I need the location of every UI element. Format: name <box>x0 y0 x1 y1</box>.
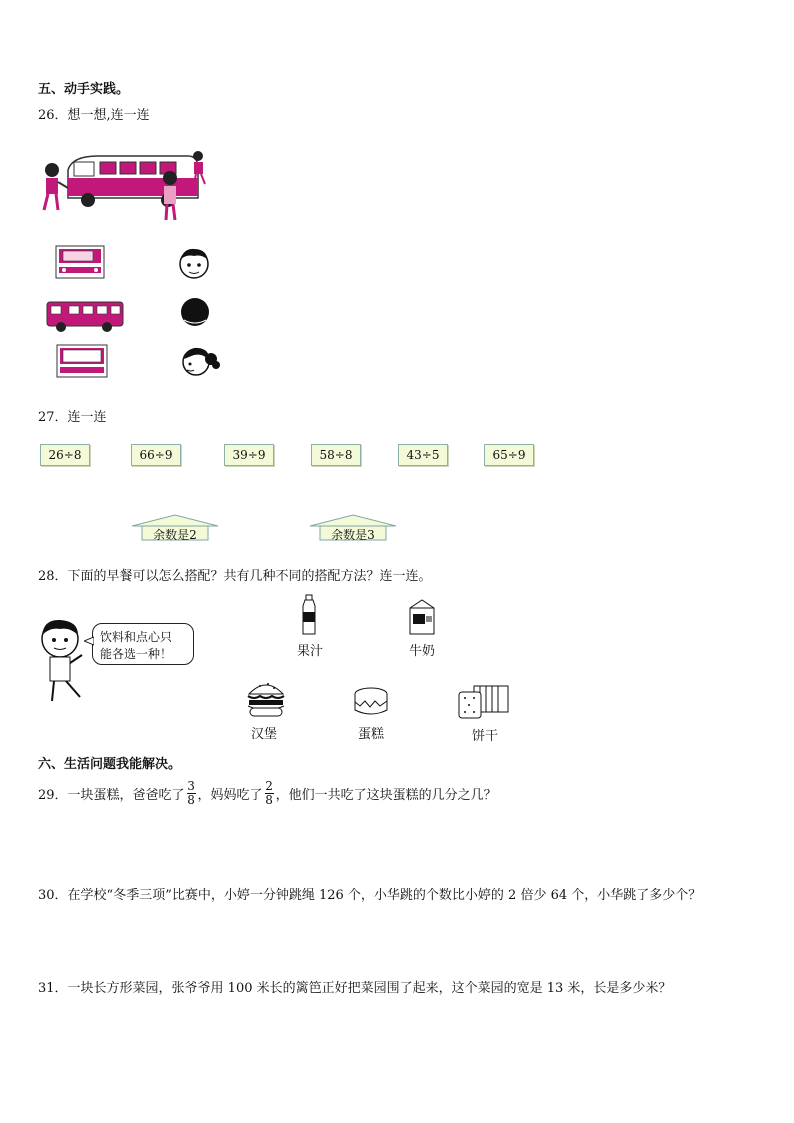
section-title-6: 六、生活问题我能解决。 <box>38 757 182 772</box>
drink-label-juice: 果汁 <box>297 644 324 659</box>
expression-box: 43÷5 <box>398 444 448 466</box>
bus-with-children-icon <box>38 148 213 228</box>
question-31: 31．一块长方形菜园，张爷爷用 100 米长的篱笆正好把菜园围了起来，这个菜园的宽是 13 米，长是多少米？ <box>38 981 672 996</box>
bus-back-icon <box>56 344 108 378</box>
question-29-suffix: ，他们一共吃了这块蛋糕的几分之几？ <box>275 788 497 803</box>
question-27: 27．连一连 <box>38 410 107 425</box>
fraction-numerator: 2 <box>265 779 273 793</box>
boy-thinking-icon <box>36 615 94 705</box>
fraction-denominator: 8 <box>187 793 195 807</box>
question-30: 30．在学校“冬季三项”比赛中，小婷一分钟跳绳 126 个，小华跳的个数比小婷的 2 倍少 64 个，小华跳了多少个？ <box>38 888 702 903</box>
question-29-prefix: 29．一块蛋糕，爸爸吃了 <box>38 788 185 803</box>
fraction-numerator: 3 <box>187 779 195 793</box>
expression-box: 65÷9 <box>484 444 534 466</box>
speech-line-2: 能各选一种！ <box>100 647 173 661</box>
hamburger-icon <box>246 676 286 718</box>
cake-icon <box>352 686 390 718</box>
bus-side-icon <box>45 298 125 334</box>
bus-front-icon <box>55 245 105 279</box>
drink-label-milk: 牛奶 <box>409 644 436 659</box>
expression-box: 39÷9 <box>224 444 274 466</box>
biscuit-icon <box>456 684 512 720</box>
question-26: 26．想一想,连一连 <box>38 108 150 123</box>
speech-bubble-tail <box>84 636 94 646</box>
boy-face-icon <box>176 246 212 280</box>
boy-back-icon <box>178 296 212 328</box>
remainder-label-3: 余数是3 <box>331 528 375 542</box>
expression-box: 26÷8 <box>40 444 90 466</box>
milk-carton-icon <box>406 598 438 636</box>
question-29-middle: ，妈妈吃了 <box>197 788 263 803</box>
section-title-5: 五、动手实践。 <box>38 82 130 97</box>
juice-bottle-icon <box>300 594 318 636</box>
question-29 <box>38 780 497 807</box>
fraction-three-eighths <box>187 780 196 807</box>
remainder-label-2: 余数是2 <box>153 528 197 542</box>
fraction-denominator: 8 <box>265 793 273 807</box>
snack-label-biscuit: 饼干 <box>472 729 499 744</box>
expression-box: 58÷8 <box>311 444 361 466</box>
expression-box: 66÷9 <box>131 444 181 466</box>
girl-side-icon <box>178 345 220 377</box>
question-28: 28．下面的早餐可以怎么搭配？共有几种不同的搭配方法？连一连。 <box>38 569 432 584</box>
snack-label-cake: 蛋糕 <box>358 727 385 742</box>
speech-line-1: 饮料和点心只 <box>100 630 173 644</box>
fraction-two-eighths <box>265 780 274 807</box>
snack-label-hamburger: 汉堡 <box>251 727 278 742</box>
